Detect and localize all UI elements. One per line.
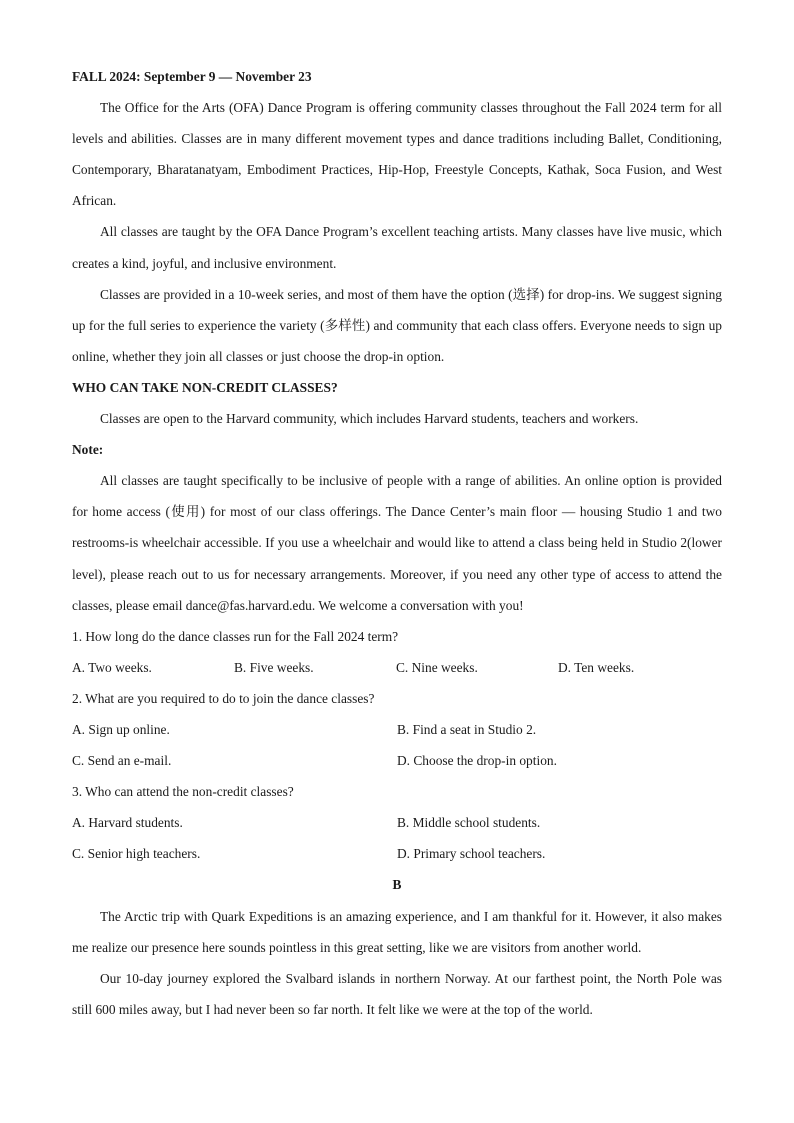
who-can-take-paragraph: Classes are open to the Harvard community, which includes Harvard students, teachers and workers. (100, 411, 639, 427)
question-3-option-c: C. Senior high teachers. (72, 846, 201, 862)
note-heading: Note: (72, 442, 104, 458)
question-2-option-b: B. Find a seat in Studio 2. (397, 721, 537, 737)
question-2-option-c: C. Send an e-mail. (72, 753, 172, 769)
question-2: 2. What are you required to do to join the dance classes? (72, 690, 375, 706)
question-1-option-c: C. Nine weeks. (396, 659, 478, 675)
who-can-take-heading: WHO CAN TAKE NON-CREDIT CLASSES? (72, 379, 338, 395)
note-paragraph: All classes are taught specifically to be inclusive of people with a range of abilities. An online option is provided for home access (使用) for most of our class offerings. The Dance Center’s main floor — housing Studio 1 and two restrooms-is wheelchair accessible. If you use a wheelchair and would like to attend a class being held in Studio 2(lower level), please reach out to us for necessary arrangements. Moreover, if you need any other type of access to attend the classes, please email dance@fas.harvard.edu. We welcome a conversation with you! (72, 473, 722, 613)
question-1-option-d: D. Ten weeks. (558, 659, 635, 675)
arctic-paragraph-1: The Arctic trip with Quark Expeditions is an amazing experience, and I am thankful for it. However, it also makes me realize our presence here sounds pointless in this great setting, like we are visitors from another world. (72, 908, 722, 955)
arctic-paragraph-2: Our 10-day journey explored the Svalbard islands in northern Norway. At our farthest point, the North Pole was still 600 miles away, but I had never been so far north. It felt like we were at the top of the world. (72, 970, 722, 1017)
intro-paragraph: The Office for the Arts (OFA) Dance Program is offering community classes throughout the Fall 2024 term for all levels and abilities. Classes are in many different movement types and dance traditions including Ballet, Conditioning, Contemporary, Bharatanatyam, Embodiment Practices, Hip-Hop, Freestyle Concepts, Kathak, Soca Fusion, and West African. (72, 100, 722, 209)
question-3-options-row-1 (72, 807, 722, 838)
question-1-options (72, 652, 722, 683)
series-paragraph: Classes are provided in a 10-week series, and most of them have the option (选择) for drop-ins. We suggest signing up for the full series to experience the variety (多样性) and community that each class offers. Everyone needs to sign up online, whether they join all classes or just choose the drop-in option. (72, 286, 722, 364)
section-b-label: B (392, 877, 402, 893)
question-3-option-b: B. Middle school students. (397, 815, 541, 831)
question-3-option-d: D. Primary school teachers. (397, 846, 546, 862)
document-page (72, 61, 722, 1025)
term-heading: FALL 2024: September 9 — November 23 (72, 69, 312, 84)
question-2-option-d: D. Choose the drop-in option. (397, 753, 557, 769)
question-2-options-row-2 (72, 745, 722, 776)
question-2-options-row-1 (72, 714, 722, 745)
teaching-artists-paragraph: All classes are taught by the OFA Dance Program’s excellent teaching artists. Many classes have live music, which creates a kind, joyful, and inclusive environment. (72, 224, 722, 271)
question-3-option-a: A. Harvard students. (72, 815, 183, 831)
question-1-option-a: A. Two weeks. (72, 659, 152, 675)
question-3: 3. Who can attend the non-credit classes? (72, 784, 294, 800)
question-1-option-b: B. Five weeks. (234, 659, 314, 675)
question-3-options-row-2 (72, 838, 722, 869)
question-1: 1. How long do the dance classes run for the Fall 2024 term? (72, 628, 399, 644)
question-2-option-a: A. Sign up online. (72, 721, 170, 737)
